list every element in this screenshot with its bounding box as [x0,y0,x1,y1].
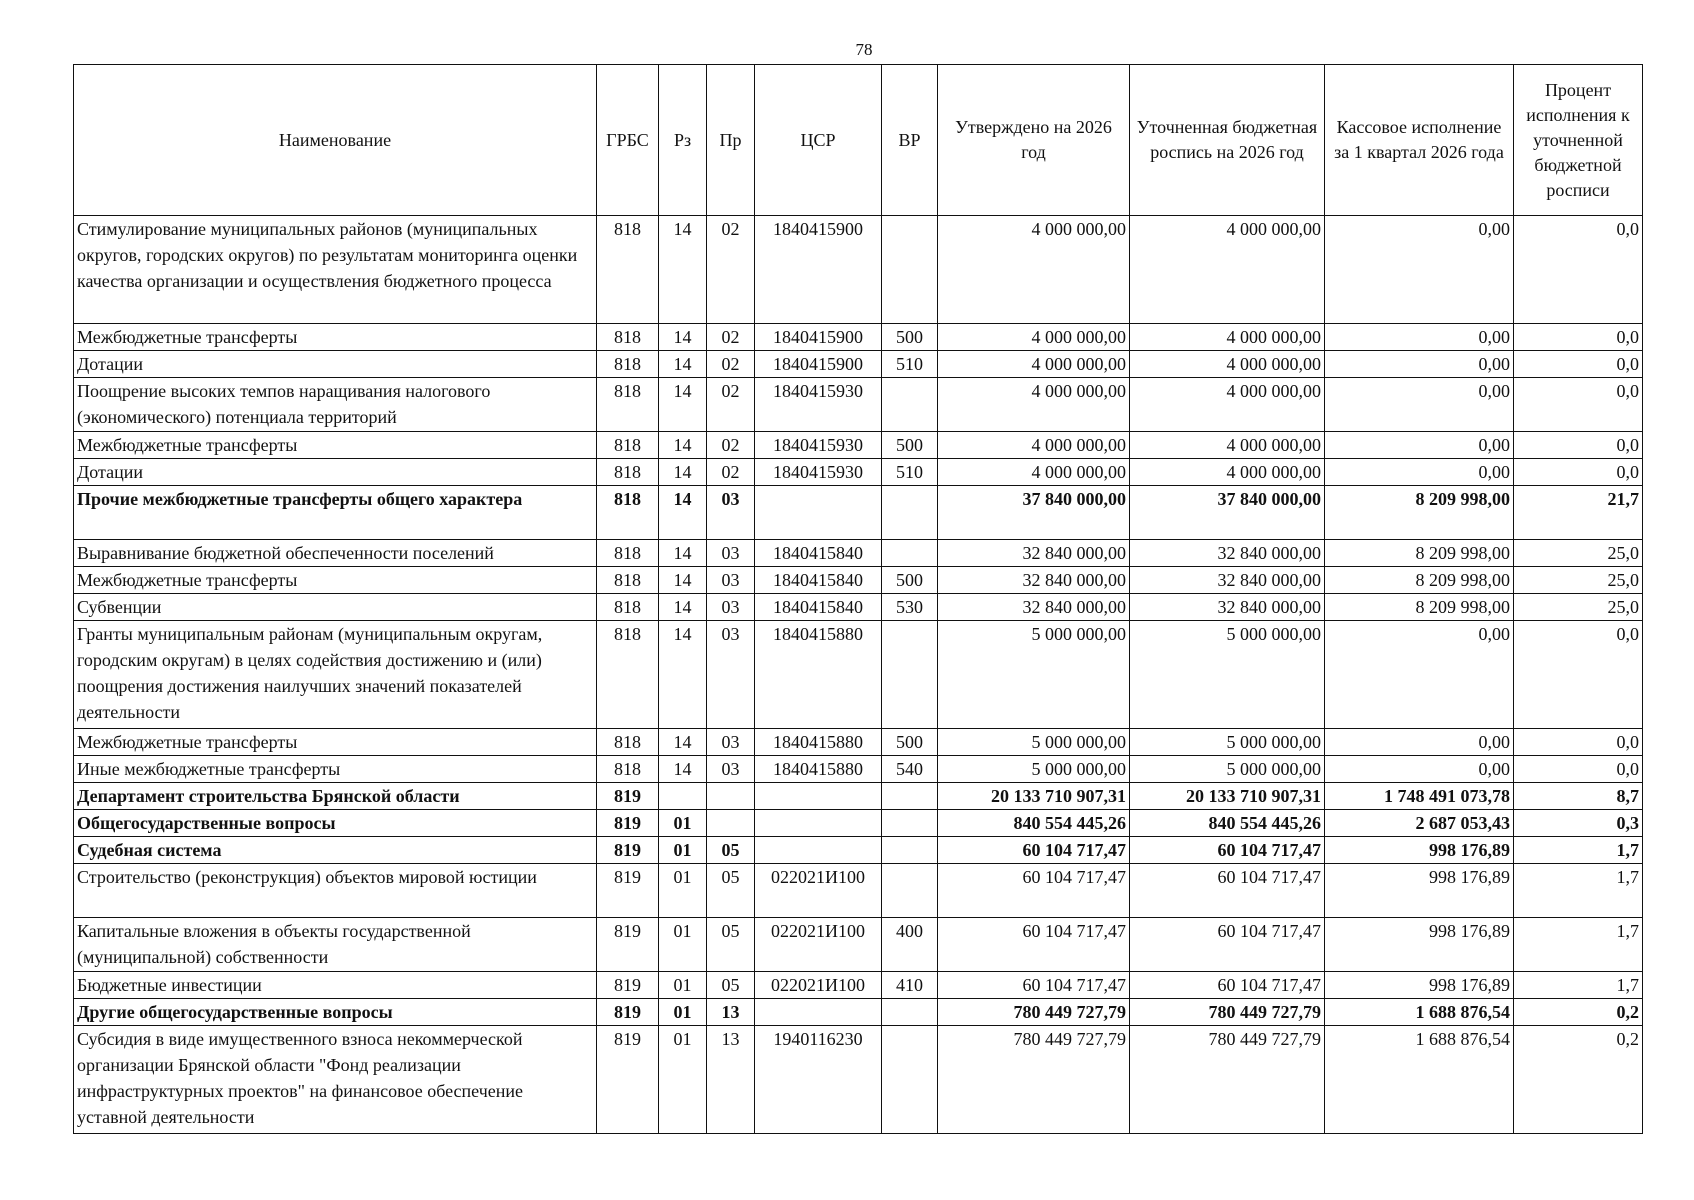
row-pr: 02 [707,351,755,378]
row-refined: 5 000 000,00 [1130,756,1325,783]
row-csr: 1840415880 [755,729,882,756]
row-name: Поощрение высоких темпов наращивания налогового (экономического) потенциала территорий [74,378,597,432]
row-approved: 4 000 000,00 [938,351,1130,378]
row-percent: 25,0 [1514,540,1643,567]
header-approved: Утверждено на 2026 год [938,65,1130,216]
row-csr [755,999,882,1026]
row-approved: 32 840 000,00 [938,594,1130,621]
row-name: Прочие межбюджетные трансферты общего характера [74,486,597,540]
row-pr: 03 [707,540,755,567]
row-rz: 01 [659,999,707,1026]
row-refined: 780 449 727,79 [1130,1026,1325,1134]
row-percent: 0,2 [1514,1026,1643,1134]
budget-table [73,64,1643,1134]
row-rz: 14 [659,540,707,567]
row-name: Другие общегосударственные вопросы [74,999,597,1026]
row-refined: 4 000 000,00 [1130,216,1325,324]
table-row [74,918,1643,972]
row-csr [755,810,882,837]
row-vr [882,1026,938,1134]
row-cash: 0,00 [1325,459,1514,486]
row-name: Межбюджетные трансферты [74,567,597,594]
row-vr [882,486,938,540]
row-percent: 21,7 [1514,486,1643,540]
row-percent: 0,3 [1514,810,1643,837]
row-percent: 0,0 [1514,324,1643,351]
row-name: Межбюджетные трансферты [74,729,597,756]
row-name: Капитальные вложения в объекты государственной (муниципальной) собственности [74,918,597,972]
row-refined: 5 000 000,00 [1130,621,1325,729]
row-rz: 01 [659,918,707,972]
table-row [74,864,1643,918]
page-number: 78 [855,40,873,59]
row-pr: 03 [707,594,755,621]
row-approved: 60 104 717,47 [938,837,1130,864]
row-pr: 02 [707,432,755,459]
row-csr: 1840415930 [755,459,882,486]
row-rz: 01 [659,972,707,999]
row-vr: 500 [882,324,938,351]
row-rz [659,783,707,810]
row-csr [755,783,882,810]
row-name: Выравнивание бюджетной обеспеченности поселений [74,540,597,567]
row-rz: 14 [659,486,707,540]
row-name: Гранты муниципальным районам (муниципальным округам, городским округам) в целях содействия достижению и (или) поощрения достижения наилучших значений показателей деятельности [74,621,597,729]
row-rz: 14 [659,756,707,783]
row-grbs: 818 [597,432,659,459]
row-vr [882,216,938,324]
row-name: Субвенции [74,594,597,621]
table-row [74,351,1643,378]
row-approved: 37 840 000,00 [938,486,1130,540]
row-approved: 5 000 000,00 [938,621,1130,729]
row-approved: 840 554 445,26 [938,810,1130,837]
row-refined: 4 000 000,00 [1130,324,1325,351]
row-grbs: 818 [597,378,659,432]
row-pr [707,810,755,837]
row-cash: 0,00 [1325,756,1514,783]
row-cash: 1 748 491 073,78 [1325,783,1514,810]
row-percent: 8,7 [1514,783,1643,810]
row-percent: 25,0 [1514,567,1643,594]
row-percent: 0,0 [1514,621,1643,729]
row-csr: 1840415930 [755,432,882,459]
row-csr: 1840415880 [755,756,882,783]
row-csr: 1840415930 [755,378,882,432]
row-rz: 01 [659,1026,707,1134]
row-vr: 510 [882,459,938,486]
row-cash: 998 176,89 [1325,972,1514,999]
table-row [74,999,1643,1026]
row-cash: 0,00 [1325,378,1514,432]
table-row [74,621,1643,729]
row-approved: 60 104 717,47 [938,864,1130,918]
row-pr: 02 [707,378,755,432]
row-pr: 02 [707,324,755,351]
table-row [74,567,1643,594]
row-approved: 780 449 727,79 [938,1026,1130,1134]
row-refined: 5 000 000,00 [1130,729,1325,756]
row-refined: 32 840 000,00 [1130,540,1325,567]
table-row [74,459,1643,486]
row-pr: 05 [707,972,755,999]
row-approved: 4 000 000,00 [938,432,1130,459]
table-row [74,1026,1643,1134]
row-approved: 4 000 000,00 [938,216,1130,324]
row-grbs: 818 [597,567,659,594]
row-pr: 03 [707,486,755,540]
header-grbs: ГРБС [597,65,659,216]
row-vr: 500 [882,729,938,756]
row-cash: 0,00 [1325,729,1514,756]
row-rz: 14 [659,729,707,756]
row-refined: 4 000 000,00 [1130,432,1325,459]
row-grbs: 818 [597,756,659,783]
header-pr: Пр [707,65,755,216]
row-cash: 0,00 [1325,621,1514,729]
row-grbs: 818 [597,459,659,486]
row-pr: 13 [707,1026,755,1134]
row-csr: 022021И100 [755,864,882,918]
row-cash: 0,00 [1325,432,1514,459]
row-pr: 03 [707,621,755,729]
row-approved: 60 104 717,47 [938,972,1130,999]
row-percent: 0,0 [1514,459,1643,486]
row-approved: 32 840 000,00 [938,567,1130,594]
row-grbs: 819 [597,972,659,999]
row-pr [707,783,755,810]
header-rz: Рз [659,65,707,216]
row-csr: 1940116230 [755,1026,882,1134]
row-grbs: 818 [597,540,659,567]
row-approved: 4 000 000,00 [938,459,1130,486]
row-vr [882,540,938,567]
row-rz: 14 [659,378,707,432]
header-cash: Кассовое исполнение за 1 квартал 2026 года [1325,65,1514,216]
table-row [74,783,1643,810]
row-csr: 1840415840 [755,567,882,594]
table-row [74,756,1643,783]
row-cash: 8 209 998,00 [1325,567,1514,594]
row-approved: 4 000 000,00 [938,324,1130,351]
row-cash: 998 176,89 [1325,864,1514,918]
row-grbs: 818 [597,216,659,324]
row-name: Строительство (реконструкция) объектов мировой юстиции [74,864,597,918]
header-name: Наименование [74,65,597,216]
row-refined: 32 840 000,00 [1130,567,1325,594]
row-percent: 1,7 [1514,918,1643,972]
row-name: Межбюджетные трансферты [74,324,597,351]
row-name: Субсидия в виде имущественного взноса некоммерческой организации Брянской области "Фонд реализации инфраструктурных проектов" на финансовое обеспечение уставной деятельности [74,1026,597,1134]
row-rz: 14 [659,351,707,378]
row-grbs: 818 [597,351,659,378]
header-csr: ЦСР [755,65,882,216]
row-pr: 05 [707,918,755,972]
row-refined: 20 133 710 907,31 [1130,783,1325,810]
row-vr [882,999,938,1026]
row-grbs: 818 [597,486,659,540]
row-grbs: 819 [597,810,659,837]
row-name: Дотации [74,459,597,486]
row-vr [882,378,938,432]
row-name: Общегосударственные вопросы [74,810,597,837]
row-rz: 01 [659,810,707,837]
row-percent: 1,7 [1514,972,1643,999]
row-vr [882,837,938,864]
row-grbs: 819 [597,918,659,972]
row-grbs: 819 [597,999,659,1026]
row-rz: 14 [659,324,707,351]
row-percent: 1,7 [1514,864,1643,918]
row-csr: 022021И100 [755,918,882,972]
row-cash: 0,00 [1325,216,1514,324]
row-refined: 37 840 000,00 [1130,486,1325,540]
row-csr: 1840415900 [755,351,882,378]
row-percent: 0,0 [1514,729,1643,756]
row-vr: 510 [882,351,938,378]
row-cash: 8 209 998,00 [1325,486,1514,540]
row-name: Бюджетные инвестиции [74,972,597,999]
row-approved: 5 000 000,00 [938,729,1130,756]
table-row [74,594,1643,621]
row-vr [882,621,938,729]
table-row [74,729,1643,756]
row-grbs: 819 [597,783,659,810]
header-refined: Уточненная бюджетная роспись на 2026 год [1130,65,1325,216]
row-pr: 03 [707,567,755,594]
row-cash: 0,00 [1325,324,1514,351]
row-name: Стимулирование муниципальных районов (муниципальных округов, городских округов) по результатам мониторинга оценки качества организации и осуществления бюджетного процесса [74,216,597,324]
row-name: Департамент строительства Брянской области [74,783,597,810]
row-csr: 1840415900 [755,216,882,324]
row-vr [882,864,938,918]
row-approved: 32 840 000,00 [938,540,1130,567]
row-csr: 1840415840 [755,540,882,567]
row-vr: 410 [882,972,938,999]
table-row [74,486,1643,540]
table-row [74,810,1643,837]
row-pr: 13 [707,999,755,1026]
row-refined: 840 554 445,26 [1130,810,1325,837]
row-refined: 32 840 000,00 [1130,594,1325,621]
table-row [74,432,1643,459]
row-rz: 14 [659,621,707,729]
row-csr [755,837,882,864]
row-percent: 0,0 [1514,378,1643,432]
row-rz: 01 [659,837,707,864]
row-csr: 022021И100 [755,972,882,999]
row-grbs: 819 [597,1026,659,1134]
row-vr: 500 [882,432,938,459]
table-body [74,216,1643,1134]
row-pr: 03 [707,729,755,756]
table-header-row [74,65,1643,216]
row-grbs: 819 [597,864,659,918]
row-cash: 0,00 [1325,351,1514,378]
row-approved: 5 000 000,00 [938,756,1130,783]
row-name: Дотации [74,351,597,378]
row-rz: 14 [659,216,707,324]
row-percent: 1,7 [1514,837,1643,864]
row-refined: 4 000 000,00 [1130,378,1325,432]
row-percent: 25,0 [1514,594,1643,621]
row-refined: 4 000 000,00 [1130,351,1325,378]
row-csr: 1840415900 [755,324,882,351]
header-vr: ВР [882,65,938,216]
row-rz: 14 [659,459,707,486]
row-cash: 1 688 876,54 [1325,1026,1514,1134]
row-vr: 540 [882,756,938,783]
row-csr: 1840415880 [755,621,882,729]
row-grbs: 818 [597,594,659,621]
row-vr: 400 [882,918,938,972]
table-row [74,972,1643,999]
row-vr: 500 [882,567,938,594]
header-percent: Процент исполнения к уточненной бюджетной росписи [1514,65,1643,216]
row-refined: 60 104 717,47 [1130,864,1325,918]
row-name: Межбюджетные трансферты [74,432,597,459]
row-rz: 14 [659,432,707,459]
row-pr: 03 [707,756,755,783]
row-refined: 60 104 717,47 [1130,918,1325,972]
row-grbs: 818 [597,621,659,729]
row-cash: 998 176,89 [1325,837,1514,864]
row-rz: 14 [659,594,707,621]
row-percent: 0,0 [1514,216,1643,324]
row-name: Иные межбюджетные трансферты [74,756,597,783]
row-percent: 0,0 [1514,351,1643,378]
row-vr [882,810,938,837]
row-rz: 01 [659,864,707,918]
table-row [74,540,1643,567]
row-csr [755,486,882,540]
row-refined: 60 104 717,47 [1130,837,1325,864]
row-pr: 05 [707,837,755,864]
row-pr: 02 [707,216,755,324]
row-vr [882,783,938,810]
row-cash: 1 688 876,54 [1325,999,1514,1026]
row-name: Судебная система [74,837,597,864]
row-rz: 14 [659,567,707,594]
row-refined: 4 000 000,00 [1130,459,1325,486]
row-pr: 02 [707,459,755,486]
row-cash: 2 687 053,43 [1325,810,1514,837]
table-row [74,378,1643,432]
row-grbs: 818 [597,324,659,351]
table-row [74,837,1643,864]
row-refined: 60 104 717,47 [1130,972,1325,999]
table-row [74,216,1643,324]
row-vr: 530 [882,594,938,621]
row-approved: 60 104 717,47 [938,918,1130,972]
row-cash: 8 209 998,00 [1325,594,1514,621]
row-percent: 0,0 [1514,432,1643,459]
row-approved: 20 133 710 907,31 [938,783,1130,810]
row-approved: 4 000 000,00 [938,378,1130,432]
table-row [74,324,1643,351]
row-refined: 780 449 727,79 [1130,999,1325,1026]
row-pr: 05 [707,864,755,918]
row-approved: 780 449 727,79 [938,999,1130,1026]
row-cash: 998 176,89 [1325,918,1514,972]
row-grbs: 819 [597,837,659,864]
row-grbs: 818 [597,729,659,756]
row-percent: 0,2 [1514,999,1643,1026]
row-cash: 8 209 998,00 [1325,540,1514,567]
row-csr: 1840415840 [755,594,882,621]
row-percent: 0,0 [1514,756,1643,783]
